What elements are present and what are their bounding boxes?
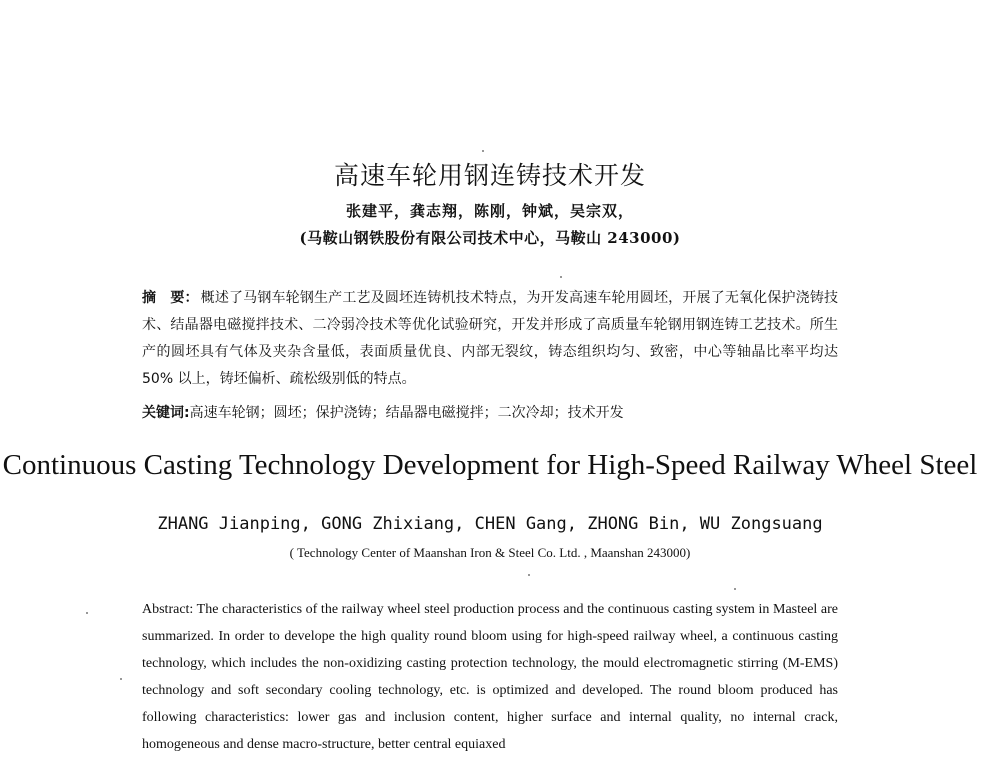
chinese-title: 高速车轮用钢连铸技术开发	[333, 161, 646, 190]
chinese-keywords-text: 高速车轮钢；圆坯；保护浇铸；结晶器电磁搅拌；二次冷却；技术开发	[189, 405, 624, 421]
english-authors: ZHANG Jianping, GONG Zhixiang, CHEN Gang, ZHONG Bin, WU Zongsuang	[157, 514, 823, 534]
chinese-keywords	[142, 402, 838, 422]
chinese-abstract	[142, 285, 838, 393]
chinese-abstract-text: 概述了马钢车轮钢生产工艺及圆坯连铸机技术特点，为开发高速车轮用圆坯，开展了无氧化保护浇铸技术、结晶器电磁搅拌技术、二冷弱冷技术等优化试验研究，开发并形成了高质量车轮钢用钢连铸工艺技术。所生产的圆坯具有气体及夹杂含量低，表面质量优良、内部无裂纹，铸态组织均匀、致密，中心等轴晶比率平均达 50% 以上，铸坯偏析、疏松级别低的特点。	[142, 290, 839, 387]
scan-speck	[734, 588, 736, 590]
scan-speck	[560, 276, 562, 278]
chinese-abstract-label: 摘 要：	[142, 290, 199, 306]
english-abstract	[142, 596, 838, 758]
scan-speck	[482, 150, 484, 152]
chinese-affiliation: (马鞍山钢铁股份有限公司技术中心，马鞍山 243000)	[299, 229, 681, 247]
scan-speck	[86, 612, 88, 614]
scan-speck	[120, 678, 122, 680]
english-abstract-label: Abstract:	[142, 602, 194, 617]
chinese-keywords-label: 关键词:	[142, 405, 190, 421]
english-affiliation: ( Technology Center of Maanshan Iron & Steel Co. Ltd. , Maanshan 243000)	[289, 545, 691, 560]
english-title: Continuous Casting Technology Development for High-Speed Railway Wheel Steel	[2, 449, 978, 481]
english-abstract-text: The characteristics of the railway wheel steel production process and the continuous casting system in Masteel are summarized. In order to develope the high quality round bloom using for high-speed railway wheel, a continuous casting technology, which includes the non-oxidizing casting protection technology, the mould electromagnetic stirring (M-EMS) technology and soft secondary cooling technology, etc. is optimized and developed. The round bloom produced has following characteristics: lower gas and inclusion content, higher surface and internal quality, no internal crack, homogeneous and dense macro-structure, better central equiaxed	[142, 602, 838, 752]
scan-speck	[528, 574, 530, 576]
chinese-authors: 张建平，龚志翔，陈刚，钟斌，吴宗双，	[345, 202, 634, 220]
